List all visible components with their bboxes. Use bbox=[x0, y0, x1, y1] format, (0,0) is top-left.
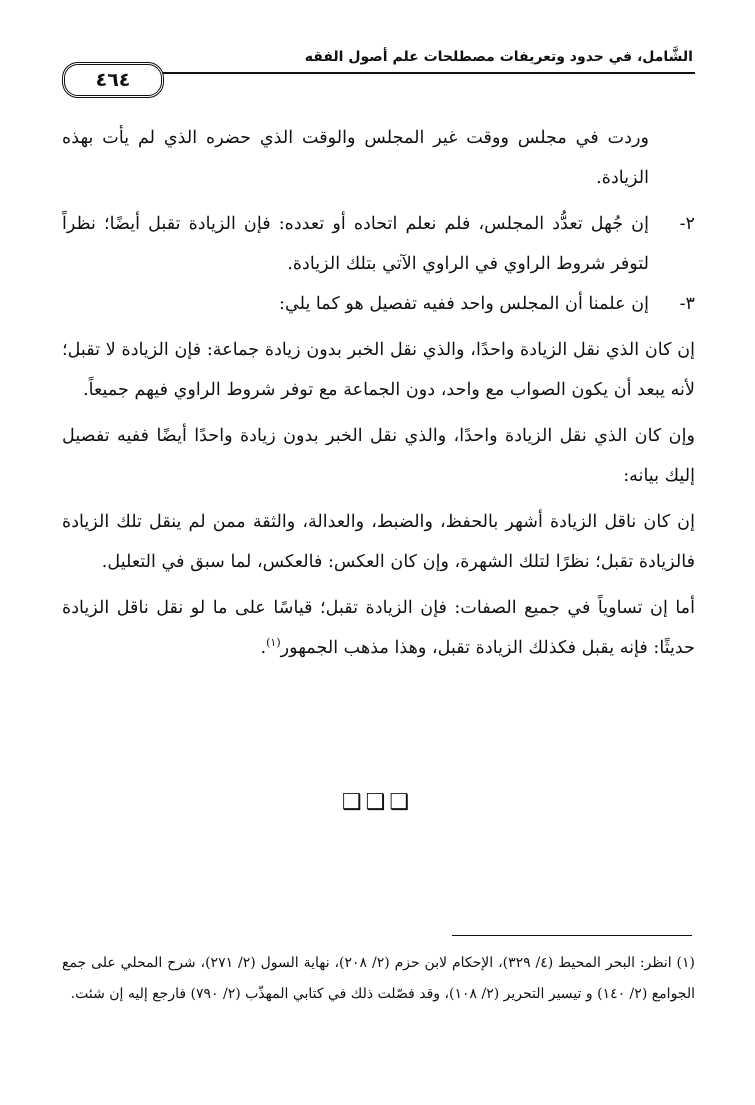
paragraph-continuation: وردت في مجلس ووقت غير المجلس والوقت الذي حضره الذي لم يأت بهذه الزيادة. bbox=[62, 128, 649, 188]
paragraph: وإن كان الذي نقل الزيادة واحدًا، والذي نقل الخبر بدون زيادة واحدًا أيضًا ففيه تفصيل إليك بيانه: bbox=[62, 426, 695, 486]
running-title: الشَّامل، في حدود وتعريفات مصطلحات علم أصول الفقه bbox=[304, 49, 693, 65]
footnote-reference[interactable]: (١) bbox=[266, 636, 281, 650]
numbered-item-3 bbox=[62, 284, 695, 324]
header-rule bbox=[162, 72, 695, 74]
footnote-rule bbox=[452, 935, 692, 936]
item-text: إن جُهل تعدُّد المجلس، فلم نعلم اتحاده أو تعدده: فإن الزيادة تقبل أيضًا؛ نظراً لتوفر شروط الراوي في الراوي الآتي بتلك الزيادة. bbox=[62, 214, 649, 274]
section-ornament: ❑❑❑ bbox=[341, 790, 414, 815]
item-text: إن علمنا أن المجلس واحد ففيه تفصيل هو كما يلي: bbox=[279, 294, 649, 314]
page-header bbox=[62, 44, 695, 94]
page-number: ٤٦٤ bbox=[62, 62, 164, 98]
paragraph-end: . bbox=[260, 638, 267, 658]
main-text bbox=[62, 118, 695, 668]
numbered-item-2 bbox=[62, 204, 695, 284]
item-number: ٢- bbox=[679, 214, 695, 234]
paragraph: إن كان ناقل الزيادة أشهر بالحفظ، والضبط، والعدالة، والثقة ممن لم ينقل تلك الزيادة فالزيادة تقبل؛ نظرًا لتلك الشهرة، وإن كان العكس: فالعكس، لما سبق في التعليل. bbox=[62, 512, 695, 572]
paragraph-last bbox=[62, 588, 695, 668]
item-number: ٣- bbox=[679, 294, 695, 314]
paragraph: إن كان الذي نقل الزيادة واحدًا، والذي نقل الخبر بدون زيادة جماعة: فإن الزيادة لا تقبل؛ لأنه يبعد أن يكون الصواب مع واحد، دون الجماعة مع توفر شروط الراوي فيهم جميعاً. bbox=[62, 340, 695, 400]
footnote: (١) انظر: البحر المحيط (٤/ ٣٢٩)، الإحكام لابن حزم (٢/ ٢٠٨)، نهاية السول (٢/ ٢٧١)، شرح المحلي على جمع الجوامع (٢/ ١٤٠) و تيسير التحرير (٢/ ١٠٨)، وقد فصّلت ذلك في كتابي المهذّب (٢/ ٧٩٠) فارجع إليه إن شئت. bbox=[62, 955, 695, 1002]
paragraph-text: أما إن تساوياً في جميع الصفات: فإن الزيادة تقبل؛ قياسًا على ما لو نقل ناقل الزيادة حديثًا: فإنه يقبل فكذلك الزيادة تقبل، وهذا مذهب الجمهور bbox=[62, 598, 695, 658]
